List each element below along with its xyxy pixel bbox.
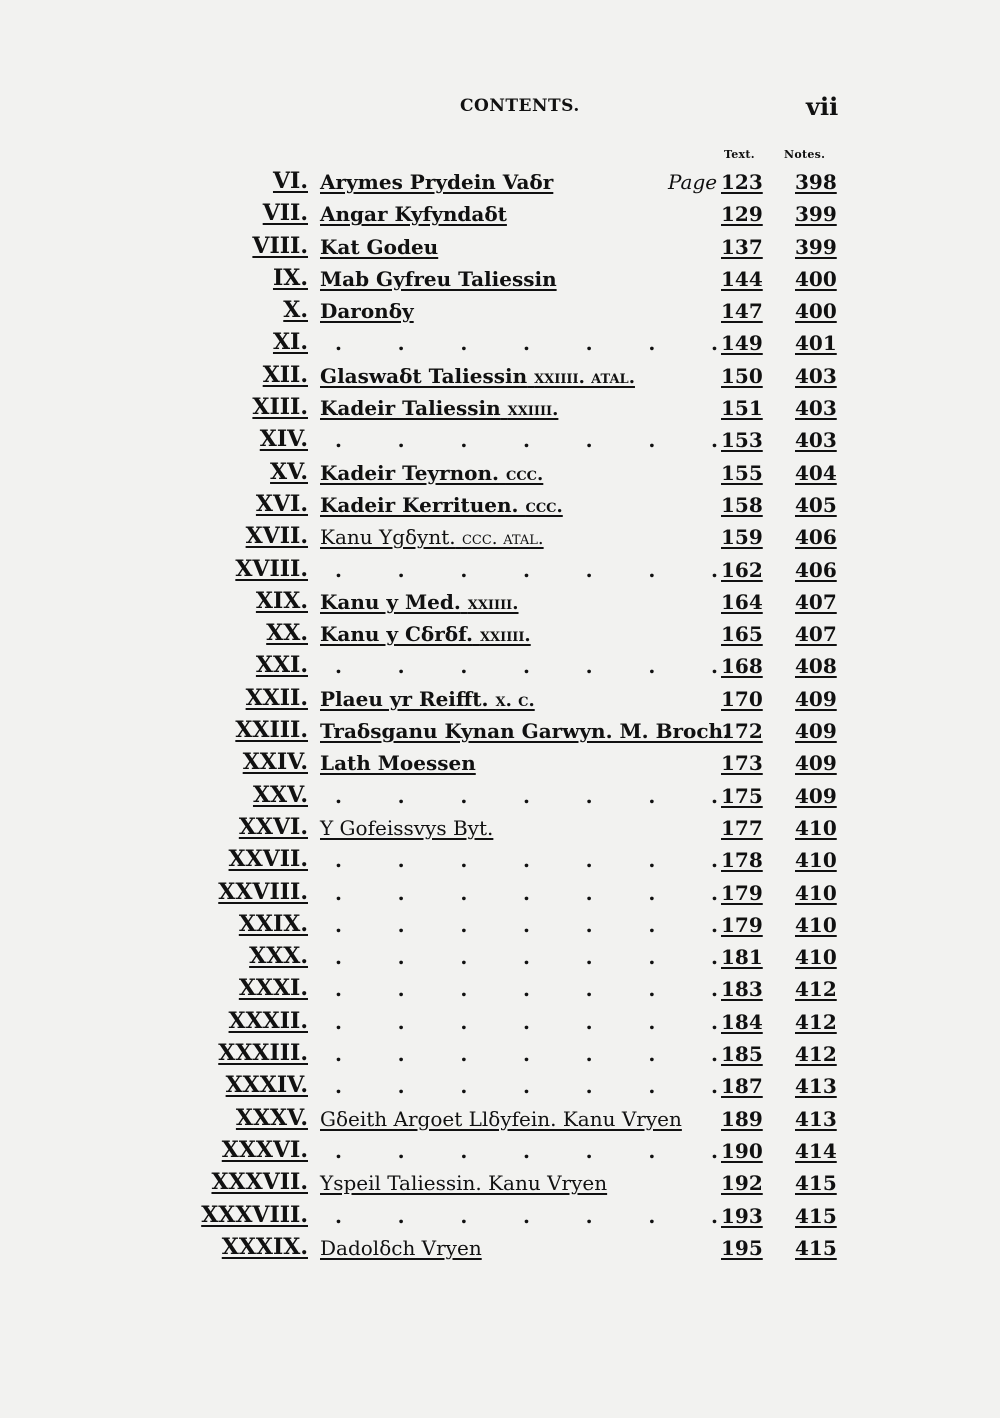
toc-number: XXVIII. [218, 878, 308, 905]
toc-number: XXV. [252, 781, 308, 808]
toc-row[interactable] [0, 521, 1000, 553]
toc-title[interactable] [320, 523, 544, 553]
toc-title-text: Y Gofeissvys Byt. [320, 815, 494, 840]
toc-title-text: Kadeir Teyrnon. [320, 460, 500, 485]
text-page-number[interactable]: 159 [721, 525, 763, 550]
leader-dots: . . . . . . . [335, 880, 718, 905]
toc-title-text: Mab Gyfreu Taliessin [320, 266, 557, 291]
leader-dots: . . . . . . . [335, 912, 718, 937]
toc-number: XXXVIII. [201, 1201, 308, 1228]
notes-page-number[interactable]: 410 [795, 848, 837, 873]
toc-row[interactable] [0, 166, 1000, 198]
leader-dots: . . . . . . . [335, 848, 718, 873]
text-page-number[interactable]: 164 [721, 589, 763, 614]
toc-row[interactable] [0, 812, 1000, 844]
text-page-number[interactable]: 193 [721, 1203, 763, 1228]
notes-page-number[interactable]: 404 [795, 460, 837, 485]
toc-number: XVI. [255, 490, 308, 517]
toc-title[interactable] [320, 685, 535, 715]
notes-page-number[interactable]: 405 [795, 492, 837, 517]
notes-page-number[interactable]: 409 [795, 719, 837, 744]
notes-page-number[interactable]: 403 [795, 363, 837, 388]
toc-row[interactable] [0, 360, 1000, 392]
notes-page-number[interactable]: 408 [795, 654, 837, 679]
notes-page-number[interactable]: 406 [795, 525, 837, 550]
toc-title-text: Plaeu yr Reifft. [320, 686, 489, 711]
toc-number: XXXVI. [221, 1136, 308, 1163]
toc-row[interactable] [0, 1167, 1000, 1199]
notes-page-number[interactable]: 410 [795, 815, 837, 840]
toc-row[interactable] [0, 295, 1000, 327]
notes-page-number[interactable]: 407 [795, 589, 837, 614]
toc-number: XXIX. [238, 910, 308, 937]
text-page-number[interactable]: 187 [721, 1074, 763, 1099]
toc-row[interactable] [0, 554, 1000, 586]
toc-row[interactable] [0, 747, 1000, 779]
leader-dots: . . . . . . . [335, 783, 718, 808]
toc-number: XXII. [245, 684, 308, 711]
toc-row[interactable] [0, 909, 1000, 941]
toc-number: VII. [262, 200, 308, 227]
toc-number: XI. [272, 329, 308, 356]
text-page-number[interactable]: 172 [721, 719, 763, 744]
toc-row[interactable] [0, 198, 1000, 230]
toc-title-note: xxiiii. [507, 399, 559, 421]
notes-page-number[interactable]: 413 [795, 1074, 837, 1099]
text-page-number[interactable]: 185 [721, 1042, 763, 1067]
notes-page-number[interactable]: 403 [795, 428, 837, 453]
text-page-number[interactable]: 123 [721, 170, 763, 194]
text-page-number[interactable]: 179 [721, 912, 763, 937]
notes-page-number[interactable]: 400 [795, 299, 837, 324]
leader-dots: . . . . . . . [335, 654, 718, 679]
toc-title-text: Kanu y Cẟrẟf. [320, 622, 473, 647]
toc-number: XXXVII. [211, 1169, 308, 1196]
toc-number: XXXI. [238, 975, 308, 1002]
toc-number: XXXIII. [218, 1040, 308, 1067]
toc-title[interactable] [320, 1169, 607, 1197]
text-page-number[interactable]: 184 [721, 1009, 763, 1034]
toc-number: XXVI. [238, 813, 308, 840]
notes-page-number[interactable]: 409 [795, 686, 837, 711]
toc-title[interactable] [320, 491, 563, 521]
leader-dots: . . . . . . . [335, 557, 718, 582]
toc-number: XXXV. [235, 1104, 308, 1131]
notes-page-number[interactable]: 406 [795, 557, 837, 582]
toc-row[interactable] [0, 844, 1000, 876]
toc-number: XX. [266, 620, 308, 647]
notes-column-header: Notes. [784, 148, 826, 161]
text-column-header: Text. [724, 148, 755, 161]
notes-page-number[interactable]: 410 [795, 945, 837, 970]
text-page-number[interactable]: 195 [721, 1235, 763, 1260]
notes-page-number[interactable]: 407 [795, 622, 837, 647]
leader-dots: . . . . . . . [335, 977, 718, 1002]
page-number: vii [806, 92, 839, 121]
toc-title-text: Kanu Ygẟynt. [320, 525, 456, 550]
toc-title-note: x. c. [495, 689, 535, 711]
toc-title-text: Angar Kyfyndaẟt [320, 202, 507, 227]
toc-number: VI. [272, 168, 308, 194]
toc-number: XXX. [249, 943, 308, 970]
text-page-number[interactable]: 173 [721, 751, 763, 776]
text-page-number[interactable]: 165 [721, 622, 763, 647]
toc-row[interactable] [0, 1200, 1000, 1232]
toc-title[interactable] [320, 749, 476, 777]
toc-number: XXVII. [228, 846, 308, 873]
toc-row[interactable] [0, 424, 1000, 456]
toc-row[interactable] [0, 489, 1000, 521]
leader-dots: . . . . . . . [335, 1074, 718, 1099]
toc-row[interactable] [0, 327, 1000, 359]
notes-page-number[interactable]: 398 [795, 170, 837, 194]
toc-title[interactable] [320, 588, 519, 618]
text-page-number[interactable]: 151 [721, 396, 763, 421]
toc-title-note: xxiiii. [479, 625, 531, 647]
toc-row[interactable] [0, 586, 1000, 618]
toc-number: IX. [272, 264, 308, 291]
toc-row[interactable] [0, 231, 1000, 263]
toc-title[interactable] [320, 1234, 482, 1262]
text-page-number[interactable]: 168 [721, 654, 763, 679]
toc-number: XV. [270, 458, 308, 485]
toc-number: XXXIV. [225, 1072, 308, 1099]
notes-page-number[interactable]: 412 [795, 1042, 837, 1067]
toc-title-note: ccc. [525, 495, 563, 517]
toc-title[interactable] [320, 168, 553, 196]
toc-title[interactable] [320, 620, 531, 650]
toc-title-text: Lath Moessen [320, 751, 476, 776]
notes-page-number[interactable]: 400 [795, 266, 837, 291]
notes-page-number[interactable]: 399 [795, 234, 837, 259]
toc-title[interactable] [320, 200, 507, 228]
text-page-number[interactable]: 178 [721, 848, 763, 873]
toc-title[interactable] [320, 459, 543, 489]
toc-title[interactable] [320, 814, 493, 842]
toc-title-note: xxiiii. atal. [534, 366, 635, 388]
page-label: Page [668, 170, 718, 194]
toc-number: X. [283, 297, 308, 324]
text-page-number[interactable]: 177 [721, 815, 763, 840]
text-page-number[interactable]: 170 [721, 686, 763, 711]
toc-title-text: Yspeil Taliessin. Kanu Vryen [320, 1171, 608, 1196]
notes-page-number[interactable]: 401 [795, 331, 837, 356]
toc-title[interactable] [320, 394, 558, 424]
table-of-contents [0, 166, 1000, 1264]
text-page-number[interactable]: 183 [721, 977, 763, 1002]
toc-row[interactable] [0, 392, 1000, 424]
text-page-number[interactable]: 150 [721, 363, 763, 388]
toc-title[interactable] [320, 1105, 682, 1133]
toc-number: XIV. [259, 426, 308, 453]
toc-row[interactable] [0, 1038, 1000, 1070]
toc-title-text: Gẟeith Argoet Llẟyfein. Kanu Vryen [320, 1106, 682, 1131]
text-page-number[interactable]: 149 [721, 331, 763, 356]
toc-title-text: Arymes Prydein Vaẟr [320, 170, 554, 194]
toc-title[interactable] [320, 233, 438, 261]
text-page-number[interactable]: 189 [721, 1106, 763, 1131]
text-page-number[interactable]: 192 [721, 1171, 763, 1196]
text-page-number[interactable]: 144 [721, 266, 763, 291]
notes-page-number[interactable]: 412 [795, 977, 837, 1002]
notes-page-number[interactable]: 409 [795, 783, 837, 808]
toc-title-text: Daronẟy [320, 299, 414, 324]
toc-row[interactable] [0, 1070, 1000, 1102]
text-page-number[interactable]: 158 [721, 492, 763, 517]
toc-title[interactable] [320, 362, 635, 392]
toc-row[interactable] [0, 1103, 1000, 1135]
toc-number: XVII. [245, 523, 308, 550]
toc-title[interactable] [320, 265, 557, 293]
notes-page-number[interactable]: 415 [795, 1171, 837, 1196]
toc-row[interactable] [0, 263, 1000, 295]
toc-number: XXXII. [228, 1007, 308, 1034]
text-page-number[interactable]: 179 [721, 880, 763, 905]
toc-number: VIII. [252, 232, 308, 259]
notes-page-number[interactable]: 409 [795, 751, 837, 776]
toc-number: XXIV. [242, 749, 308, 776]
text-page-number[interactable]: 190 [721, 1138, 763, 1163]
notes-page-number[interactable]: 414 [795, 1138, 837, 1163]
toc-number: XIX. [255, 587, 308, 614]
toc-title-note: xxiiii. [467, 592, 519, 614]
toc-row[interactable] [0, 618, 1000, 650]
toc-row[interactable] [0, 457, 1000, 489]
toc-row[interactable] [0, 715, 1000, 747]
toc-number: XXXIX. [221, 1233, 308, 1260]
notes-page-number[interactable]: 413 [795, 1106, 837, 1131]
leader-dots: . . . . . . . [335, 1009, 718, 1034]
toc-title[interactable] [320, 717, 730, 745]
toc-title-note: ccc. [505, 463, 544, 485]
text-page-number[interactable]: 162 [721, 557, 763, 582]
toc-title-text: Kadeir Taliessin [320, 396, 501, 421]
text-page-number[interactable]: 155 [721, 460, 763, 485]
notes-page-number[interactable]: 410 [795, 912, 837, 937]
toc-title[interactable] [320, 297, 414, 325]
toc-row[interactable] [0, 1006, 1000, 1038]
leader-dots: . . . . . . . [335, 428, 718, 453]
toc-number: XXI. [255, 652, 308, 679]
leader-dots: . . . . . . . [335, 1203, 718, 1228]
toc-title-text: Traẟsganu Kynan Garwyn. M. Broch. [320, 719, 731, 744]
toc-title-text: Kadeir Kerrituen. [320, 492, 519, 517]
toc-number: XVIII. [235, 555, 308, 582]
notes-page-number[interactable]: 403 [795, 396, 837, 421]
toc-row[interactable] [0, 1135, 1000, 1167]
text-page-number[interactable]: 129 [721, 202, 763, 227]
toc-title-text: Dadolẟch Vryen [320, 1235, 482, 1260]
toc-number: XXIII. [235, 717, 308, 744]
toc-title-text: Glaswaẟt Taliessin [320, 363, 528, 388]
toc-number: XII. [262, 361, 308, 388]
toc-row[interactable] [0, 973, 1000, 1005]
text-page-number[interactable]: 153 [721, 428, 763, 453]
toc-title-note: ccc. atal. [461, 528, 544, 550]
toc-row[interactable] [0, 877, 1000, 909]
notes-page-number[interactable]: 410 [795, 880, 837, 905]
toc-row[interactable] [0, 941, 1000, 973]
toc-row[interactable] [0, 650, 1000, 682]
notes-page-number[interactable]: 415 [795, 1203, 837, 1228]
notes-page-number[interactable]: 412 [795, 1009, 837, 1034]
leader-dots: . . . . . . . [335, 1138, 718, 1163]
notes-page-number[interactable]: 415 [795, 1235, 837, 1260]
toc-number: XIII. [252, 394, 308, 421]
text-page-number[interactable]: 181 [721, 945, 763, 970]
toc-row[interactable] [0, 780, 1000, 812]
text-page-number[interactable]: 147 [721, 299, 763, 324]
text-page-number[interactable]: 175 [721, 783, 763, 808]
page-header-title: CONTENTS. [460, 96, 580, 116]
toc-row[interactable] [0, 683, 1000, 715]
toc-row[interactable] [0, 1232, 1000, 1264]
toc-title-text: Kanu y Med. [320, 589, 461, 614]
leader-dots: . . . . . . . [335, 1042, 718, 1067]
text-page-number[interactable]: 137 [721, 234, 763, 259]
leader-dots: . . . . . . . [335, 331, 718, 356]
notes-page-number[interactable]: 399 [795, 202, 837, 227]
leader-dots: . . . . . . . [335, 945, 718, 970]
toc-title-text: Kat Godeu [320, 234, 439, 259]
